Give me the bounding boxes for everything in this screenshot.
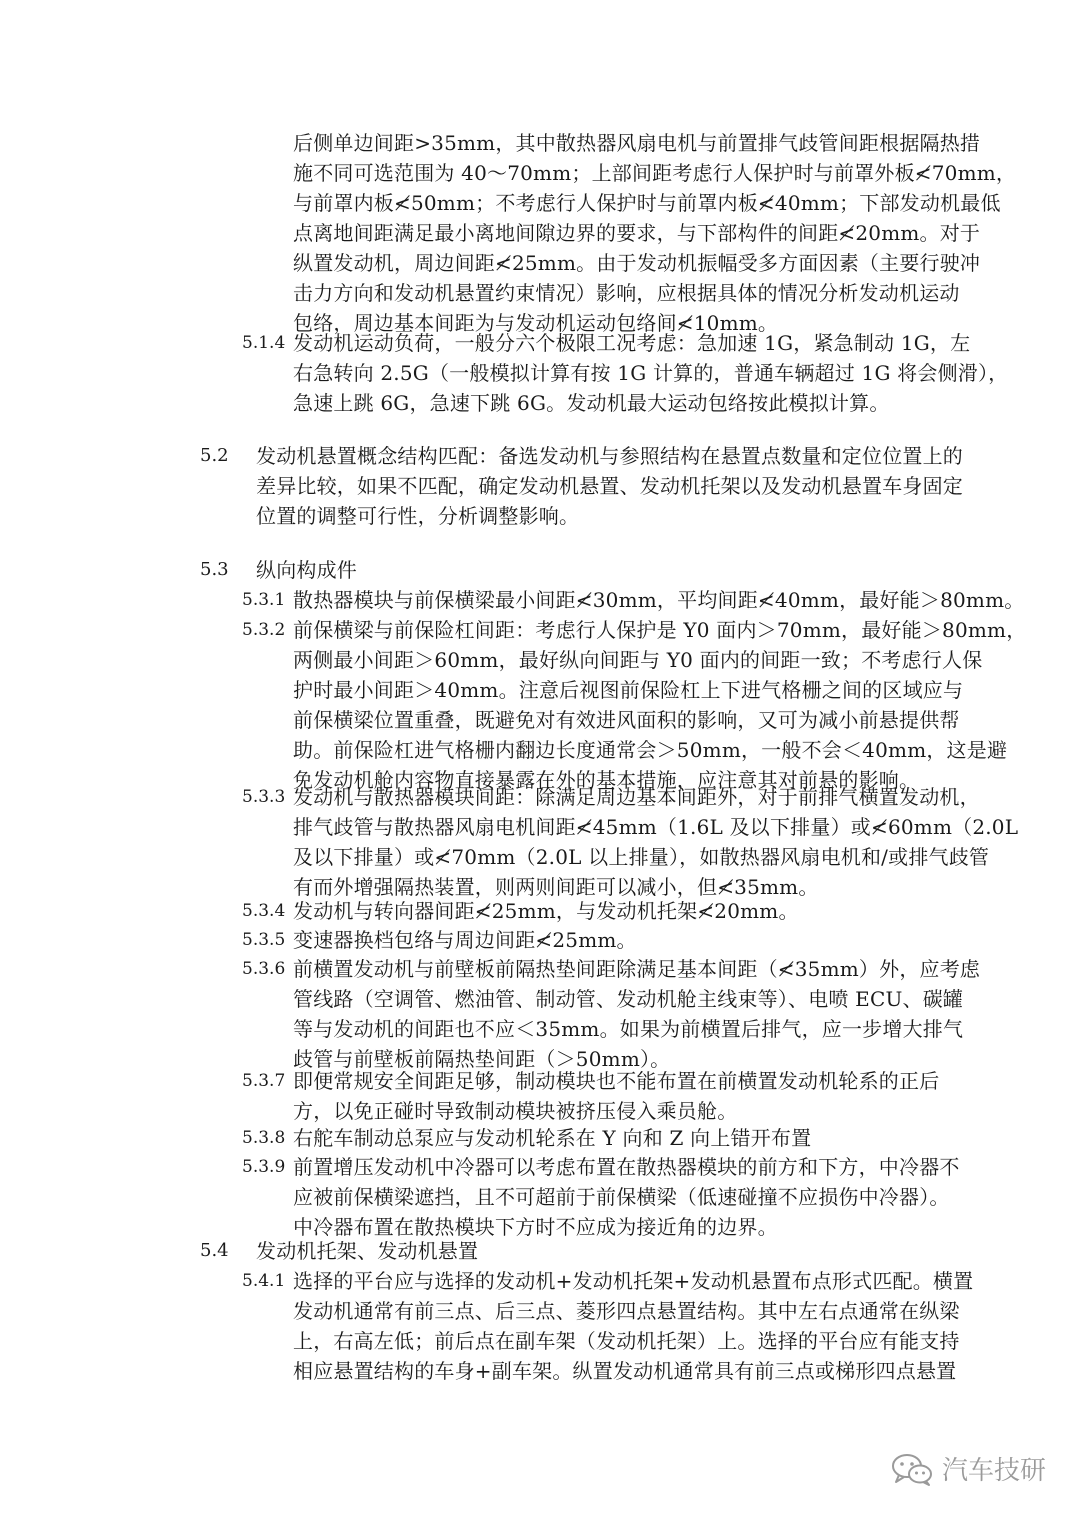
text-line: 两侧最小间距＞60mm，最好纵向间距与 Y0 面内的间距一致；不考虑行人保 [293, 648, 983, 672]
text-line: 纵置发动机，周边间距≮25mm。由于发动机振幅受多方面因素（主要行驶冲 [293, 251, 981, 275]
section-number: 5.4 [200, 1240, 229, 1261]
text-line: 与前罩内板≮50mm；不考虑行人保护时与前罩内板≮40mm；下部发动机最低 [293, 191, 1001, 215]
text-line: 发动机与转向器间距≮25mm，与发动机托架≮20mm。 [293, 899, 799, 923]
watermark-text: 汽车技研 [941, 1456, 1046, 1486]
text-line: 应被前保横梁遮挡，且不可超前于前保横梁（低速碰撞不应损伤中冷器）。 [293, 1185, 950, 1209]
section-number: 5.3.1 [242, 590, 286, 610]
section-number: 5.3.3 [242, 787, 286, 807]
text-line: 发动机运动负荷，一般分六个极限工况考虑：急加速 1G，紧急制动 1G，左 [293, 331, 971, 355]
text-line: 有而外增强隔热装置，则两则间距可以减小，但≮35mm。 [293, 875, 819, 899]
text-line: 及以下排量）或≮70mm（2.0L 以上排量），如散热器风扇电机和/或排气歧管 [293, 845, 990, 869]
text-line: 相应悬置结构的车身+副车架。纵置发动机通常具有前三点或梯形四点悬置 [293, 1359, 957, 1383]
text-line: 发动机与散热器模块间距：除满足周边基本间距外，对于前排气横置发动机， [293, 785, 980, 809]
text-line: 前横置发动机与前壁板前隔热垫间距除满足基本间距（≮35mm）外，应考虑 [293, 957, 981, 981]
text-line: 管线路（空调管、燃油管、制动管、发动机舱主线束等）、电喷 ECU、碳罐 [293, 987, 964, 1011]
watermark [890, 1450, 1046, 1487]
text-line: 包络，周边基本间距为与发动机运动包络间≮10mm。 [293, 311, 779, 335]
text-line: 点离地间距满足最小离地间隙边界的要求，与下部构件的间距≮20mm。对于 [293, 221, 981, 245]
text-line: 右急转向 2.5G（一般模拟计算有按 1G 计算的，普通车辆超过 1G 将会侧滑）， [293, 361, 1009, 385]
text-line: 击力方向和发动机悬置约束情况）影响，应根据具体的情况分析发动机运动 [293, 281, 960, 305]
text-line: 歧管与前壁板前隔热垫间距（＞50mm）。 [293, 1047, 671, 1071]
text-line: 位置的调整可行性，分析调整影响。 [256, 504, 580, 528]
section-number: 5.3.2 [242, 620, 286, 640]
text-line: 急速上跳 6G，急速下跳 6G。发动机最大运动包络按此模拟计算。 [293, 391, 890, 415]
section-heading: 发动机托架、发动机悬置 [256, 1239, 479, 1263]
section-number: 5.3.7 [242, 1071, 286, 1091]
text-line: 选择的平台应与选择的发动机+发动机托架+发动机悬置布点形式匹配。横置 [293, 1269, 974, 1293]
section-number: 5.3 [200, 559, 229, 580]
text-line: 排气歧管与散热器风扇电机间距≮45mm（1.6L 及以下排量）或≮60mm（2.0L [293, 815, 1019, 839]
text-line: 前置增压发动机中冷器可以考虑布置在散热器模块的前方和下方，中冷器不 [293, 1155, 960, 1179]
text-line: 后侧单边间距>35mm，其中散热器风扇电机与前置排气歧管间距根据隔热措 [293, 131, 981, 155]
text-line: 助。前保险杠进气格栅内翻边长度通常会＞50mm，一般不会＜40mm，这是避 [293, 738, 1008, 762]
section-number: 5.2 [200, 445, 229, 466]
text-line: 前保横梁位置重叠，既避免对有效进风面积的影响，又可为减小前悬提供帮 [293, 708, 960, 732]
section-number: 5.3.5 [242, 930, 286, 950]
text-line: 发动机悬置概念结构匹配：备选发动机与参照结构在悬置点数量和定位位置上的 [256, 444, 963, 468]
section-number: 5.3.9 [242, 1157, 286, 1177]
text-line: 施不同可选范围为 40～70mm；上部间距考虑行人保护时与前罩外板≮70mm， [293, 161, 1017, 185]
text-line: 中冷器布置在散热模块下方时不应成为接近角的边界。 [293, 1215, 778, 1239]
wechat-icon [890, 1452, 934, 1486]
text-line: 差异比较，如果不匹配，确定发动机悬置、发动机托架以及发动机悬置车身固定 [256, 474, 963, 498]
text-line: 免发动机舱内容物直接暴露在外的基本措施，应注意其对前悬的影响。 [293, 768, 920, 792]
text-line: 护时最小间距＞40mm。注意后视图前保险杠上下进气格栅之间的区域应与 [293, 678, 964, 702]
text-line: 方，以免正碰时导致制动模块被挤压侵入乘员舱。 [293, 1099, 738, 1123]
text-line: 散热器模块与前保横梁最小间距≮30mm，平均间距≮40mm，最好能＞80mm。 [293, 588, 1025, 612]
text-line: 等与发动机的间距也不应＜35mm。如果为前横置后排气，应一步增大排气 [293, 1017, 964, 1041]
section-number: 5.4.1 [242, 1271, 286, 1291]
text-line: 变速器换档包络与周边间距≮25mm。 [293, 928, 637, 952]
section-number: 5.1.4 [242, 333, 286, 353]
section-number: 5.3.6 [242, 959, 286, 979]
section-heading: 纵向构成件 [256, 558, 357, 582]
text-line: 发动机通常有前三点、后三点、菱形四点悬置结构。其中左右点通常在纵梁 [293, 1299, 960, 1323]
text-line: 前保横梁与前保险杠间距：考虑行人保护是 Y0 面内＞70mm，最好能＞80mm， [293, 618, 1027, 642]
text-line: 上，右高左低；前后点在副车架（发动机托架）上。选择的平台应有能支持 [293, 1329, 960, 1353]
section-number: 5.3.4 [242, 901, 286, 921]
text-line: 即便常规安全间距足够，制动模块也不能布置在前横置发动机轮系的正后 [293, 1069, 940, 1093]
text-line: 右舵车制动总泵应与发动机轮系在 Y 向和 Z 向上错开布置 [293, 1126, 812, 1150]
section-number: 5.3.8 [242, 1128, 286, 1148]
